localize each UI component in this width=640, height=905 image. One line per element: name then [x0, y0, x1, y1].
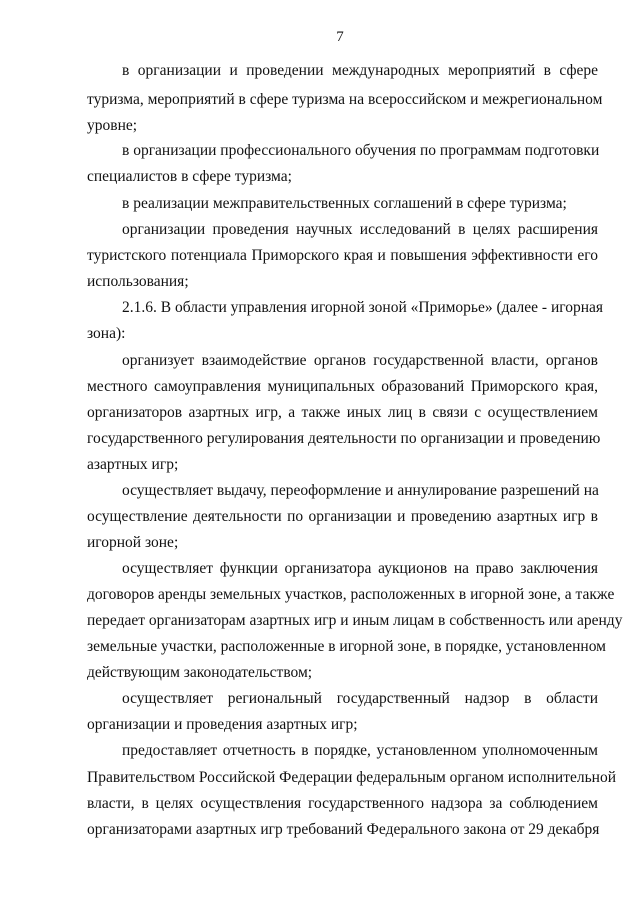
text-line: в организации профессионального обучения по программам подготовки — [122, 142, 600, 159]
text-line: зона): — [87, 325, 126, 342]
text-line: организации и проведения азартных игр; — [87, 716, 358, 733]
text-line: туристского потенциала Приморского края и повышения эффективности его — [87, 247, 598, 264]
text-line: Правительством Российской Федерации федеральным органом исполнительной — [87, 769, 616, 786]
text-line: организует взаимодействие органов государственной власти, органов — [122, 352, 598, 369]
text-line: в организации и проведении международных мероприятий в сфере — [122, 62, 598, 79]
page-number: 7 — [336, 29, 344, 45]
text-line: осуществляет функции организатора аукционов на право заключения — [122, 560, 598, 577]
text-line: специалистов в сфере туризма; — [87, 168, 292, 185]
text-line: в реализации межправительственных соглашений в сфере туризма; — [122, 195, 567, 212]
text-line: организаторами азартных игр требований Федерального закона от 29 декабря — [87, 821, 600, 838]
text-line: 2.1.6. В области управления игорной зоной «Приморье» (далее - игорная — [122, 299, 604, 316]
text-line: государственного регулирования деятельности по организации и проведению — [87, 430, 601, 447]
text-line: предоставляет отчетность в порядке, установленном уполномоченным — [122, 742, 598, 759]
text-line: осуществляет региональный государственный надзор в области — [122, 690, 598, 707]
text-line: уровне; — [87, 117, 138, 134]
text-line: организаторов азартных игр, а также иных лиц в связи с осуществлением — [87, 404, 598, 421]
text-line: осуществляет выдачу, переоформление и аннулирование разрешений на — [122, 482, 599, 499]
text-line: туризма, мероприятий в сфере туризма на всероссийском и межрегиональном — [87, 91, 603, 108]
text-line: действующим законодательством; — [87, 664, 313, 681]
text-line: использования; — [87, 273, 189, 290]
text-line: организации проведения научных исследований в целях расширения — [122, 221, 598, 238]
text-line: осуществление деятельности по организации и проведению азартных игр в — [87, 508, 598, 525]
text-line: азартных игр; — [87, 456, 179, 473]
text-line: местного самоуправления муниципальных образований Приморского края, — [87, 378, 598, 395]
text-line: договоров аренды земельных участков, расположенных в игорной зоне, а также — [87, 586, 615, 603]
text-line: передает организаторам азартных игр и иным лицам в собственность или аренду — [87, 612, 623, 629]
text-line: земельные участки, расположенные в игорной зоне, в порядке, установленном — [87, 638, 606, 655]
text-line: игорной зоне; — [87, 534, 179, 551]
text-line: власти, в целях осуществления государственного надзора за соблюдением — [87, 795, 598, 812]
